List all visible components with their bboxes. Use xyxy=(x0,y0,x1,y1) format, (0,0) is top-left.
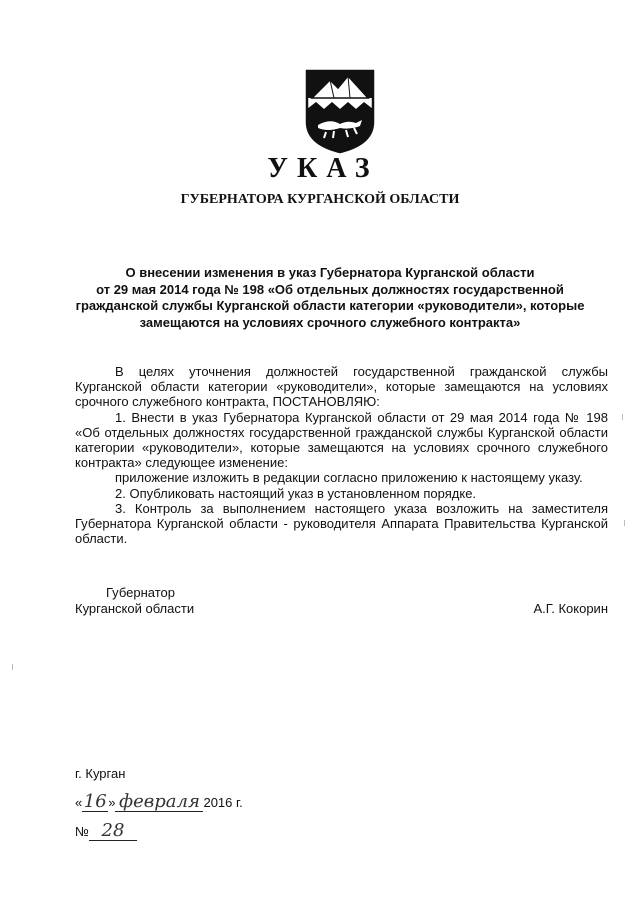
document-number xyxy=(75,822,137,844)
paragraph-item-1-content: приложение изложить в редакции согласно приложению к настоящему указу. xyxy=(115,470,583,486)
document-body xyxy=(75,364,608,546)
paragraph-item-2: 2. Опубликовать настоящий указ в установленном порядке. xyxy=(115,485,477,501)
signatory-position-line2: Курганской области xyxy=(75,601,195,616)
number-value: 28 xyxy=(89,822,137,841)
paragraph-preamble: В целях уточнения должностей государственной гражданской службы Курганской области категории «руководители», которые замещаются на условиях срочного служебного контракта, ПОСТАНОВЛЯЮ: xyxy=(75,364,608,410)
date-year: 2016 г. xyxy=(203,795,243,810)
signatory-position xyxy=(75,585,194,617)
heading-line: замещаются на условиях срочного служебного контракта» xyxy=(139,314,521,330)
scan-speck xyxy=(12,664,13,670)
number-label: № xyxy=(75,824,89,839)
signatory-name: А.Г. Кокорин xyxy=(533,601,608,616)
signatory-position-line1: Губернатор xyxy=(106,585,175,600)
heading-line: О внесении изменения в указ Губернатора Курганской области xyxy=(125,265,535,280)
issue-city: г. Курган xyxy=(75,766,126,781)
heading-line: от 29 мая 2014 года № 198 «Об отдельных должностях государственной xyxy=(96,281,564,297)
date-month: февраля xyxy=(115,793,203,812)
paragraph-item-3: 3. Контроль за выполнением настоящего указа возложить на заместителя Губернатора Курганской области - руководителя Аппарата Правительства Курганской области. xyxy=(75,500,608,547)
heading-line: гражданской службы Курганской области категории «руководители», которые xyxy=(75,298,585,313)
scan-speck xyxy=(624,520,625,526)
issue-date xyxy=(75,793,243,815)
document-subtitle: ГУБЕРНАТОРА КУРГАНСКОЙ ОБЛАСТИ xyxy=(180,192,460,207)
coat-of-arms-emblem xyxy=(304,68,376,154)
document-heading xyxy=(60,265,600,331)
scan-speck xyxy=(622,414,623,420)
document-title: УКАЗ xyxy=(267,153,379,184)
date-close-quote: » xyxy=(108,795,116,810)
date-day: 16 xyxy=(83,791,107,812)
date-open-quote: « xyxy=(75,795,83,810)
paragraph-item-1: 1. Внести в указ Губернатора Курганской области от 29 мая 2014 года № 198 «Об отдельных должностях государственной гражданской службы Курганской области категории «руководители», которые замещаются на условиях срочного служебного контракта» следующее изменение: xyxy=(75,409,608,471)
